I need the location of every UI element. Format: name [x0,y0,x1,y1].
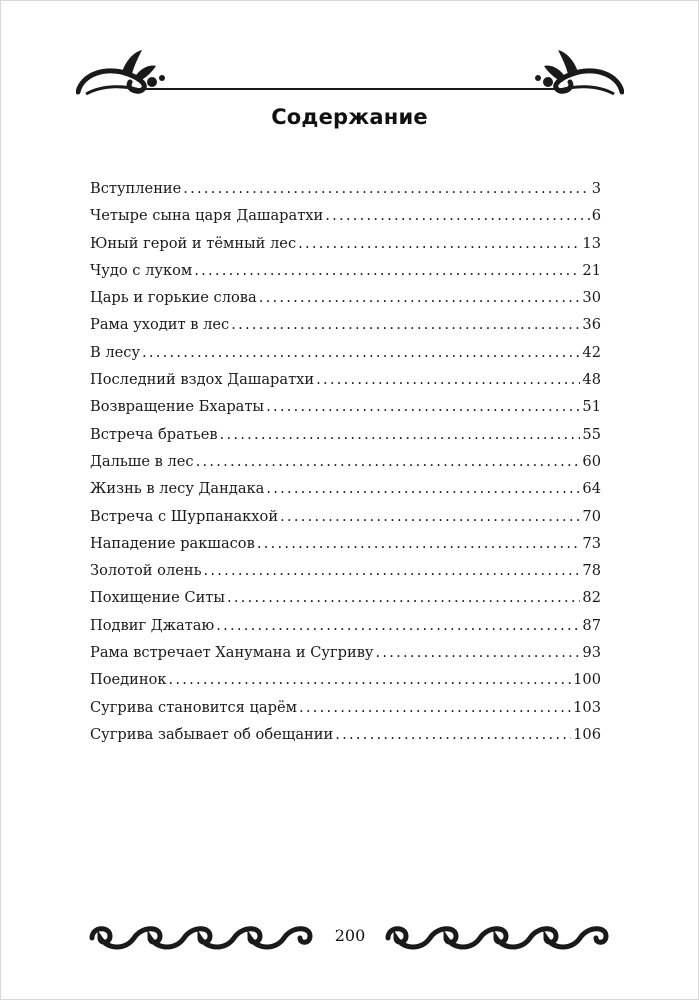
toc-entry[interactable] [90,562,601,589]
toc-entry-title: Золотой олень [90,562,202,580]
toc-entry-page: 70 [582,507,601,525]
toc-entry-title: Вступление [90,180,182,197]
flourish-divider-icon [76,48,624,104]
toc-entry-title: Царь и горькие слова [90,289,257,307]
toc-entry-title: Жизнь в лесу Дандака [90,480,265,498]
toc-entry-title: Дальше в лес [90,452,194,470]
toc-entry-title: Сугрива становится царём [90,698,297,716]
dot-leader [142,344,580,361]
dot-leader [299,699,571,716]
toc-entry-title: Подвиг Джатаю [90,616,215,634]
toc-entry-page: 106 [573,725,601,743]
toc-entry-page: 73 [582,534,601,552]
toc-entry[interactable] [90,699,601,726]
toc-entry-page: 55 [582,425,601,443]
toc-entry-page: 64 [582,480,601,498]
toc-entry[interactable] [90,453,601,480]
toc-entry[interactable] [90,180,601,207]
toc-entry-page: 87 [582,616,601,634]
toc-entry-title: Встреча братьев [90,425,218,443]
toc-entry[interactable] [90,262,601,289]
dot-leader [231,316,580,333]
page-title: Содержание [271,105,428,129]
toc-entry-page: 78 [582,562,601,580]
toc-entry-title: Похищение Ситы [90,589,225,607]
toc-entry-title: Поединок [90,671,167,689]
dot-leader [259,289,581,306]
dot-leader [204,562,581,579]
toc-entry-page: 6 [591,207,601,225]
dot-leader [196,453,581,470]
dot-leader [280,508,580,525]
dot-leader [335,726,571,743]
page-number: 200 [334,926,366,945]
toc-entry-page: 100 [573,671,601,689]
toc-entry[interactable] [90,671,601,698]
toc-entry-title: Четыре сына царя Дашаратхи [90,207,324,225]
dot-leader [227,589,580,606]
toc-entry[interactable] [90,617,601,644]
wave-scroll-icon [384,920,614,954]
toc-entry-page: 48 [582,371,601,389]
toc-entry[interactable] [90,316,601,343]
toc-entry[interactable] [90,726,601,753]
toc-entry[interactable] [90,480,601,507]
toc-entry-page: 93 [582,644,601,662]
toc-entry[interactable] [90,589,601,616]
toc-entry-page: 3 [591,180,601,197]
toc-entry-title: Нападение ракшасов [90,534,255,552]
dot-leader [216,617,580,634]
toc-entry-page: 42 [582,343,601,361]
toc-entry[interactable] [90,508,601,535]
table-of-contents [90,180,601,753]
dot-leader [194,262,580,279]
toc-entry-page: 82 [582,589,601,607]
toc-entry[interactable] [90,235,601,262]
toc-entry-title: Рама встречает Ханумана и Сугриву [90,644,374,662]
toc-entry-page: 30 [582,289,601,307]
toc-entry-page: 60 [582,452,601,470]
toc-entry-title: В лесу [90,343,141,361]
dot-leader [183,180,589,197]
toc-entry[interactable] [90,344,601,371]
toc-entry[interactable] [90,535,601,562]
dot-leader [376,644,581,661]
toc-entry-title: Возвращение Бхараты [90,398,265,416]
toc-entry[interactable] [90,644,601,671]
dot-leader [266,398,580,415]
toc-entry-title: Последний вздох Дашаратхи [90,371,315,389]
toc-entry-title: Чудо с луком [90,261,193,279]
toc-entry-page: 103 [573,698,601,716]
dot-leader [257,535,581,552]
toc-entry-page: 21 [582,261,601,279]
toc-entry-title: Сугрива забывает об обещании [90,725,334,743]
toc-entry[interactable] [90,371,601,398]
toc-entry[interactable] [90,398,601,425]
toc-entry-page: 36 [582,316,601,334]
dot-leader [169,671,572,688]
dot-leader [220,426,581,443]
dot-leader [298,235,580,252]
dot-leader [325,207,589,224]
toc-entry-title: Юный герой и тёмный лес [90,234,297,252]
toc-entry[interactable] [90,289,601,316]
dot-leader [266,480,580,497]
dot-leader [316,371,580,388]
toc-entry[interactable] [90,426,601,453]
toc-entry-title: Встреча с Шурпанакхой [90,507,279,525]
toc-entry-page: 13 [582,234,601,252]
toc-entry[interactable] [90,207,601,234]
toc-entry-page: 51 [582,398,601,416]
toc-entry-title: Рама уходит в лес [90,316,230,334]
wave-scroll-icon [88,920,318,954]
